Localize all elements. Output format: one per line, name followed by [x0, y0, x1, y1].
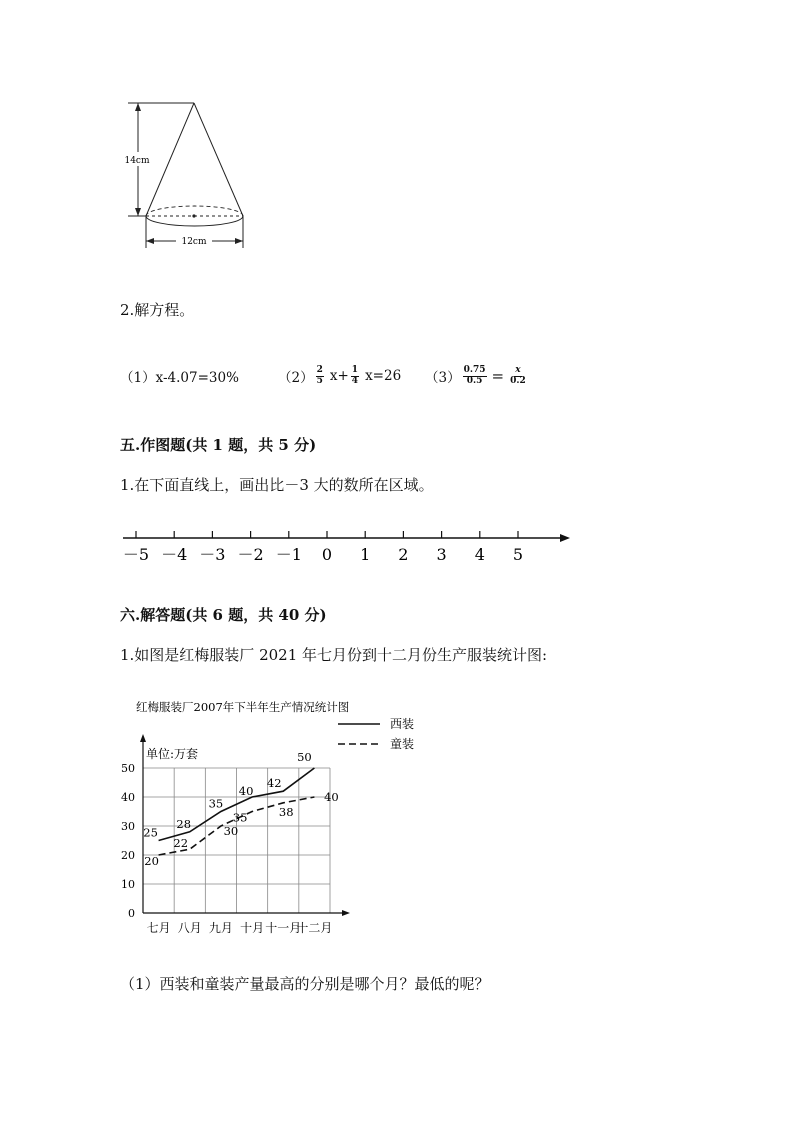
equation-2-fraction-1: $\frac{2}{5}$: [316, 364, 323, 386]
number-line-label: 2: [398, 545, 409, 564]
chart-ytick-label: 10: [121, 878, 135, 891]
cone-height-arrow-bottom: [135, 208, 141, 216]
chart-xtick-label: 十月: [240, 921, 265, 935]
equation-3-equals: =: [491, 367, 505, 385]
q2-title: 2.解方程。: [120, 301, 195, 319]
number-line-label: 5: [512, 545, 524, 564]
equation-1-text: （1）x-4.07=30%: [120, 370, 239, 386]
section-5-heading: 五.作图题(共 1 题，共 5 分): [120, 436, 317, 454]
chart-legend-label: 童装: [390, 737, 415, 751]
chart-data-label: 38: [278, 804, 294, 819]
cone-center-dot: [192, 214, 195, 217]
chart-ytick-label: 50: [121, 762, 135, 775]
equation-3-left-fraction: $\frac{0.75}{0.5}$: [463, 364, 486, 386]
chart-unit-label: 单位:万套: [146, 747, 199, 761]
number-line-arrow: [560, 534, 570, 542]
section-6-question-1: 1.如图是红梅服装厂 2021 年七月份到十二月份生产服装统计图:: [120, 646, 548, 664]
chart-xtick-label: 八月: [177, 921, 202, 935]
chart-data-label: 35: [232, 810, 248, 825]
cone-diagram: [110, 92, 270, 257]
chart-y-axis-arrow: [140, 734, 146, 742]
number-line-label: －4: [161, 545, 188, 564]
chart-ytick-label: 20: [121, 849, 135, 862]
equation-2-prefix: （2）: [278, 370, 314, 386]
chart-ytick-label: 0: [128, 907, 135, 920]
chart-data-label: 40: [324, 790, 339, 804]
cone-diam-arrow-left: [146, 238, 154, 244]
number-line-label: －5: [122, 545, 150, 564]
equation-1: [120, 366, 239, 386]
chart-legend-label: 西装: [390, 717, 415, 731]
equation-2: [278, 364, 401, 388]
chart-data-label: 20: [144, 854, 159, 868]
chart-data-label: 30: [223, 824, 239, 838]
chart-title: 红梅服装厂2007年下半年生产情况统计图: [136, 700, 350, 714]
chart-xtick-label: 十一月: [265, 921, 302, 935]
cone-right-side: [194, 103, 243, 216]
chart-data-label: 25: [143, 825, 158, 840]
section-6-heading: 六.解答题(共 6 题，共 40 分): [120, 606, 327, 624]
chart-data-label: 42: [266, 776, 282, 791]
equation-3-right-fraction: $\frac{x}{0.2}$: [510, 364, 526, 386]
section-5-question-1: 1.在下面直线上，画出比－3 大的数所在区域。: [120, 476, 434, 494]
equation-2-fraction-2: $\frac{1}{4}$: [351, 364, 359, 386]
cone-height-arrow-top: [135, 103, 141, 111]
chart-data-label: 28: [176, 816, 192, 831]
number-line-label: 0: [321, 545, 333, 564]
chart-data-label: 35: [208, 796, 224, 811]
chart-xtick-label: 九月: [208, 921, 233, 935]
chart-xtick-label: 七月: [146, 921, 171, 935]
cone-height-label: 14cm: [124, 156, 150, 166]
production-line-chart: [110, 690, 415, 946]
number-line: [115, 524, 580, 572]
number-line-label: －3: [199, 545, 226, 564]
number-line-label: －2: [237, 545, 264, 564]
number-line-label: 1: [360, 545, 371, 564]
chart-data-label: 22: [173, 836, 189, 851]
equation-2-suffix: x=26: [365, 368, 402, 384]
number-line-label: 4: [474, 545, 485, 564]
number-line-label: －1: [275, 545, 302, 564]
cone-diameter-label: 12cm: [181, 237, 207, 247]
number-line-label: 3: [436, 545, 447, 564]
chart-data-label: 40: [238, 784, 254, 798]
equation-3: [425, 364, 529, 388]
chart-ytick-label: 40: [121, 791, 135, 804]
chart-ytick-label: 30: [121, 820, 135, 833]
equation-2-mid: x+: [329, 368, 349, 384]
chart-xtick-label: 十二月: [296, 921, 333, 935]
chart-data-label: 50: [297, 750, 312, 764]
chart-x-axis-arrow: [342, 910, 350, 916]
cone-diam-arrow-right: [235, 238, 243, 244]
section-6-subquestion-1: （1）西装和童装产量最高的分别是哪个月？最低的呢？: [120, 975, 490, 993]
equation-3-prefix: （3）: [425, 370, 461, 386]
